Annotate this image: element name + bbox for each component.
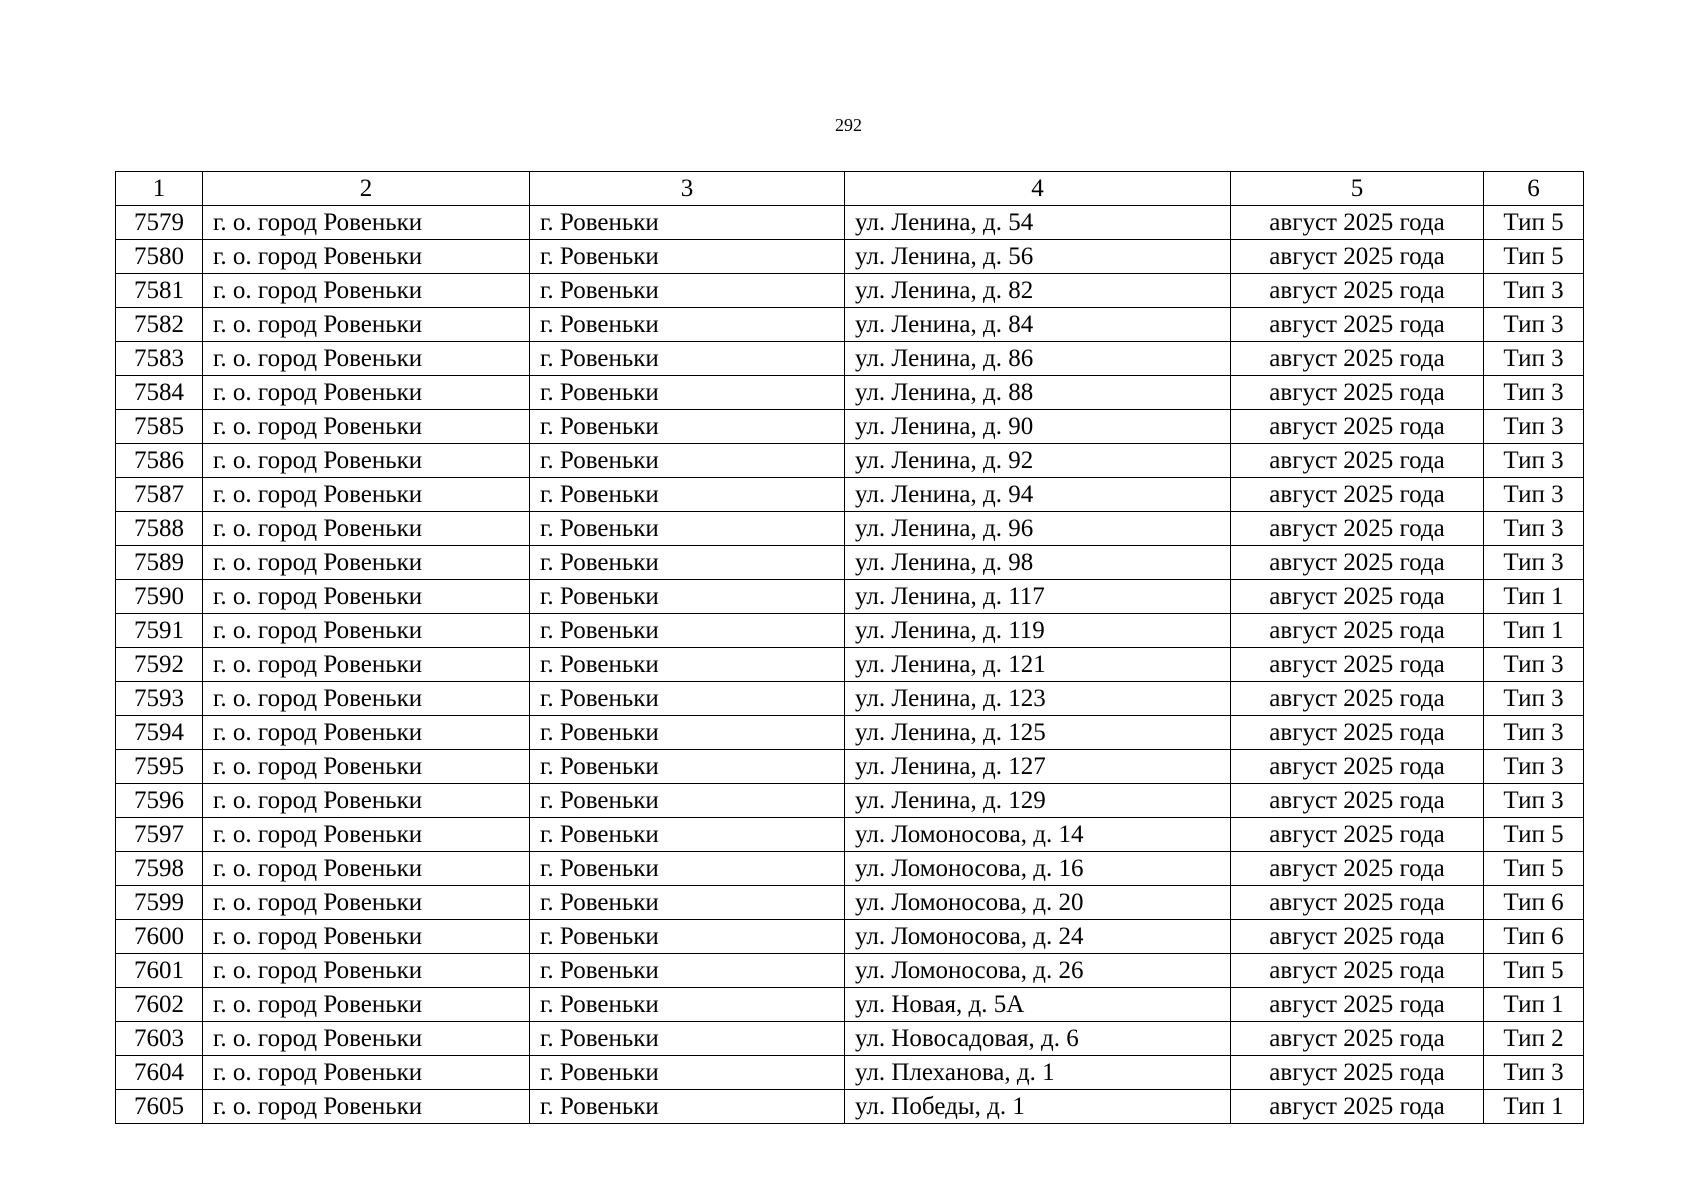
table-row	[116, 750, 1584, 784]
district-cell: г. о. город Ровеньки	[203, 206, 530, 240]
district-cell: г. о. город Ровеньки	[203, 410, 530, 444]
table-row	[116, 920, 1584, 954]
locality-cell: г. Ровеньки	[530, 580, 845, 614]
row-number-cell: 7583	[116, 342, 203, 376]
period-cell: август 2025 года	[1231, 920, 1484, 954]
district-cell: г. о. город Ровеньки	[203, 376, 530, 410]
row-number-cell: 7601	[116, 954, 203, 988]
address-cell: ул. Ленина, д. 121	[845, 648, 1231, 682]
table-row	[116, 682, 1584, 716]
district-cell: г. о. город Ровеньки	[203, 954, 530, 988]
district-cell: г. о. город Ровеньки	[203, 274, 530, 308]
district-cell: г. о. город Ровеньки	[203, 682, 530, 716]
type-cell: Тип 3	[1484, 750, 1584, 784]
locality-cell: г. Ровеньки	[530, 750, 845, 784]
row-number-cell: 7580	[116, 240, 203, 274]
row-number-cell: 7582	[116, 308, 203, 342]
type-cell: Тип 3	[1484, 342, 1584, 376]
table-row	[116, 308, 1584, 342]
type-cell: Тип 3	[1484, 716, 1584, 750]
table-row	[116, 546, 1584, 580]
period-cell: август 2025 года	[1231, 886, 1484, 920]
period-cell: август 2025 года	[1231, 308, 1484, 342]
row-number-cell: 7587	[116, 478, 203, 512]
table-body	[116, 206, 1584, 1124]
row-number-cell: 7584	[116, 376, 203, 410]
period-cell: август 2025 года	[1231, 750, 1484, 784]
period-cell: август 2025 года	[1231, 206, 1484, 240]
locality-cell: г. Ровеньки	[530, 682, 845, 716]
locality-cell: г. Ровеньки	[530, 716, 845, 750]
address-cell: ул. Ленина, д. 86	[845, 342, 1231, 376]
period-cell: август 2025 года	[1231, 240, 1484, 274]
row-number-cell: 7589	[116, 546, 203, 580]
column-header-5: 5	[1231, 172, 1484, 206]
period-cell: август 2025 года	[1231, 580, 1484, 614]
row-number-cell: 7586	[116, 444, 203, 478]
table-row	[116, 410, 1584, 444]
period-cell: август 2025 года	[1231, 1090, 1484, 1124]
address-cell: ул. Новая, д. 5А	[845, 988, 1231, 1022]
period-cell: август 2025 года	[1231, 988, 1484, 1022]
district-cell: г. о. город Ровеньки	[203, 580, 530, 614]
period-cell: август 2025 года	[1231, 274, 1484, 308]
district-cell: г. о. город Ровеньки	[203, 342, 530, 376]
period-cell: август 2025 года	[1231, 1022, 1484, 1056]
address-cell: ул. Ленина, д. 82	[845, 274, 1231, 308]
address-cell: ул. Ломоносова, д. 20	[845, 886, 1231, 920]
table-header	[116, 172, 1584, 206]
type-cell: Тип 3	[1484, 1056, 1584, 1090]
registry-table	[115, 171, 1584, 1124]
row-number-cell: 7600	[116, 920, 203, 954]
type-cell: Тип 3	[1484, 512, 1584, 546]
type-cell: Тип 2	[1484, 1022, 1584, 1056]
district-cell: г. о. город Ровеньки	[203, 648, 530, 682]
district-cell: г. о. город Ровеньки	[203, 886, 530, 920]
address-cell: ул. Ленина, д. 92	[845, 444, 1231, 478]
address-cell: ул. Победы, д. 1	[845, 1090, 1231, 1124]
address-cell: ул. Ленина, д. 129	[845, 784, 1231, 818]
locality-cell: г. Ровеньки	[530, 954, 845, 988]
table-row	[116, 716, 1584, 750]
table-row	[116, 342, 1584, 376]
period-cell: август 2025 года	[1231, 342, 1484, 376]
locality-cell: г. Ровеньки	[530, 1090, 845, 1124]
period-cell: август 2025 года	[1231, 376, 1484, 410]
row-number-cell: 7591	[116, 614, 203, 648]
type-cell: Тип 5	[1484, 852, 1584, 886]
row-number-cell: 7599	[116, 886, 203, 920]
district-cell: г. о. город Ровеньки	[203, 920, 530, 954]
column-header-3: 3	[530, 172, 845, 206]
address-cell: ул. Ленина, д. 94	[845, 478, 1231, 512]
table-row	[116, 988, 1584, 1022]
type-cell: Тип 1	[1484, 614, 1584, 648]
table-row	[116, 1022, 1584, 1056]
address-cell: ул. Ленина, д. 54	[845, 206, 1231, 240]
row-number-cell: 7594	[116, 716, 203, 750]
type-cell: Тип 3	[1484, 444, 1584, 478]
locality-cell: г. Ровеньки	[530, 818, 845, 852]
period-cell: август 2025 года	[1231, 682, 1484, 716]
address-cell: ул. Плеханова, д. 1	[845, 1056, 1231, 1090]
period-cell: август 2025 года	[1231, 818, 1484, 852]
period-cell: август 2025 года	[1231, 410, 1484, 444]
locality-cell: г. Ровеньки	[530, 342, 845, 376]
period-cell: август 2025 года	[1231, 648, 1484, 682]
type-cell: Тип 3	[1484, 274, 1584, 308]
district-cell: г. о. город Ровеньки	[203, 478, 530, 512]
table-row	[116, 240, 1584, 274]
address-cell: ул. Ленина, д. 119	[845, 614, 1231, 648]
column-header-6: 6	[1484, 172, 1584, 206]
district-cell: г. о. город Ровеньки	[203, 546, 530, 580]
address-cell: ул. Ленина, д. 125	[845, 716, 1231, 750]
period-cell: август 2025 года	[1231, 716, 1484, 750]
locality-cell: г. Ровеньки	[530, 648, 845, 682]
row-number-cell: 7579	[116, 206, 203, 240]
address-cell: ул. Ломоносова, д. 16	[845, 852, 1231, 886]
row-number-cell: 7602	[116, 988, 203, 1022]
locality-cell: г. Ровеньки	[530, 784, 845, 818]
table-row	[116, 478, 1584, 512]
table-row	[116, 1056, 1584, 1090]
table-row	[116, 274, 1584, 308]
locality-cell: г. Ровеньки	[530, 512, 845, 546]
address-cell: ул. Новосадовая, д. 6	[845, 1022, 1231, 1056]
locality-cell: г. Ровеньки	[530, 410, 845, 444]
row-number-cell: 7595	[116, 750, 203, 784]
district-cell: г. о. город Ровеньки	[203, 988, 530, 1022]
row-number-cell: 7598	[116, 852, 203, 886]
period-cell: август 2025 года	[1231, 784, 1484, 818]
header-row	[116, 172, 1584, 206]
locality-cell: г. Ровеньки	[530, 1022, 845, 1056]
locality-cell: г. Ровеньки	[530, 920, 845, 954]
row-number-cell: 7604	[116, 1056, 203, 1090]
column-header-1: 1	[116, 172, 203, 206]
type-cell: Тип 3	[1484, 376, 1584, 410]
type-cell: Тип 1	[1484, 1090, 1584, 1124]
table-row	[116, 886, 1584, 920]
period-cell: август 2025 года	[1231, 478, 1484, 512]
district-cell: г. о. город Ровеньки	[203, 614, 530, 648]
type-cell: Тип 3	[1484, 682, 1584, 716]
locality-cell: г. Ровеньки	[530, 308, 845, 342]
address-cell: ул. Ленина, д. 123	[845, 682, 1231, 716]
table-row	[116, 376, 1584, 410]
address-cell: ул. Ленина, д. 127	[845, 750, 1231, 784]
table-row	[116, 1090, 1584, 1124]
locality-cell: г. Ровеньки	[530, 546, 845, 580]
locality-cell: г. Ровеньки	[530, 478, 845, 512]
period-cell: август 2025 года	[1231, 954, 1484, 988]
type-cell: Тип 3	[1484, 546, 1584, 580]
period-cell: август 2025 года	[1231, 852, 1484, 886]
table-row	[116, 512, 1584, 546]
type-cell: Тип 3	[1484, 648, 1584, 682]
table-row	[116, 648, 1584, 682]
row-number-cell: 7603	[116, 1022, 203, 1056]
row-number-cell: 7581	[116, 274, 203, 308]
district-cell: г. о. город Ровеньки	[203, 444, 530, 478]
period-cell: август 2025 года	[1231, 546, 1484, 580]
locality-cell: г. Ровеньки	[530, 852, 845, 886]
row-number-cell: 7585	[116, 410, 203, 444]
district-cell: г. о. город Ровеньки	[203, 1056, 530, 1090]
column-header-2: 2	[203, 172, 530, 206]
row-number-cell: 7590	[116, 580, 203, 614]
table-row	[116, 784, 1584, 818]
type-cell: Тип 3	[1484, 784, 1584, 818]
type-cell: Тип 6	[1484, 886, 1584, 920]
address-cell: ул. Ломоносова, д. 14	[845, 818, 1231, 852]
address-cell: ул. Ленина, д. 98	[845, 546, 1231, 580]
address-cell: ул. Ленина, д. 96	[845, 512, 1231, 546]
district-cell: г. о. город Ровеньки	[203, 818, 530, 852]
locality-cell: г. Ровеньки	[530, 988, 845, 1022]
address-cell: ул. Ленина, д. 117	[845, 580, 1231, 614]
address-cell: ул. Ленина, д. 88	[845, 376, 1231, 410]
type-cell: Тип 5	[1484, 818, 1584, 852]
type-cell: Тип 3	[1484, 410, 1584, 444]
address-cell: ул. Ленина, д. 84	[845, 308, 1231, 342]
district-cell: г. о. город Ровеньки	[203, 750, 530, 784]
locality-cell: г. Ровеньки	[530, 240, 845, 274]
type-cell: Тип 6	[1484, 920, 1584, 954]
address-cell: ул. Ломоносова, д. 26	[845, 954, 1231, 988]
district-cell: г. о. город Ровеньки	[203, 1022, 530, 1056]
locality-cell: г. Ровеньки	[530, 1056, 845, 1090]
row-number-cell: 7596	[116, 784, 203, 818]
type-cell: Тип 5	[1484, 240, 1584, 274]
period-cell: август 2025 года	[1231, 1056, 1484, 1090]
table-row	[116, 954, 1584, 988]
type-cell: Тип 5	[1484, 206, 1584, 240]
district-cell: г. о. город Ровеньки	[203, 1090, 530, 1124]
type-cell: Тип 3	[1484, 478, 1584, 512]
district-cell: г. о. город Ровеньки	[203, 308, 530, 342]
table-row	[116, 614, 1584, 648]
address-cell: ул. Ленина, д. 90	[845, 410, 1231, 444]
table-row	[116, 206, 1584, 240]
district-cell: г. о. город Ровеньки	[203, 716, 530, 750]
column-header-4: 4	[845, 172, 1231, 206]
period-cell: август 2025 года	[1231, 512, 1484, 546]
locality-cell: г. Ровеньки	[530, 886, 845, 920]
district-cell: г. о. город Ровеньки	[203, 512, 530, 546]
locality-cell: г. Ровеньки	[530, 274, 845, 308]
address-cell: ул. Ленина, д. 56	[845, 240, 1231, 274]
row-number-cell: 7597	[116, 818, 203, 852]
district-cell: г. о. город Ровеньки	[203, 852, 530, 886]
table-row	[116, 580, 1584, 614]
district-cell: г. о. город Ровеньки	[203, 240, 530, 274]
period-cell: август 2025 года	[1231, 444, 1484, 478]
type-cell: Тип 3	[1484, 308, 1584, 342]
page-number: 292	[835, 115, 862, 135]
row-number-cell: 7588	[116, 512, 203, 546]
locality-cell: г. Ровеньки	[530, 444, 845, 478]
type-cell: Тип 1	[1484, 988, 1584, 1022]
type-cell: Тип 1	[1484, 580, 1584, 614]
table-row	[116, 444, 1584, 478]
locality-cell: г. Ровеньки	[530, 614, 845, 648]
period-cell: август 2025 года	[1231, 614, 1484, 648]
row-number-cell: 7605	[116, 1090, 203, 1124]
locality-cell: г. Ровеньки	[530, 206, 845, 240]
row-number-cell: 7592	[116, 648, 203, 682]
district-cell: г. о. город Ровеньки	[203, 784, 530, 818]
type-cell: Тип 5	[1484, 954, 1584, 988]
address-cell: ул. Ломоносова, д. 24	[845, 920, 1231, 954]
table-row	[116, 818, 1584, 852]
locality-cell: г. Ровеньки	[530, 376, 845, 410]
row-number-cell: 7593	[116, 682, 203, 716]
table-row	[116, 852, 1584, 886]
